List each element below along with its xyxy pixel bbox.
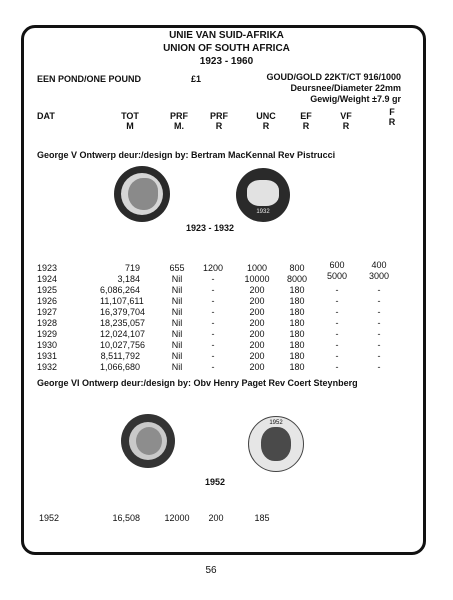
- page-number: 56: [205, 565, 217, 576]
- row-1928-vf: -: [335, 318, 339, 328]
- row-1924-ef: 8000: [286, 274, 308, 284]
- row-1952-date: 1952: [39, 513, 60, 523]
- row-1931-date: 1931: [37, 351, 58, 361]
- row-1932-vf: -: [335, 362, 339, 372]
- row-1931-ef: 180: [289, 351, 305, 361]
- row-1927-tot: 16,379,704: [100, 307, 146, 317]
- row-1928-prf-r: -: [211, 318, 215, 328]
- row-1923-prf-m: 655: [169, 263, 185, 273]
- coin-denomination: £1: [191, 74, 202, 84]
- header-line1: UNIE VAN SUID-AFRIKA: [169, 30, 284, 41]
- row-1931-prf-m: Nil: [171, 351, 183, 361]
- row-1924-f: 3000: [368, 271, 390, 281]
- row-1925-prf-m: Nil: [171, 285, 183, 295]
- row-1930-prf-m: Nil: [171, 340, 183, 350]
- row-1925-tot: 6,086,264: [100, 285, 141, 295]
- row-1928-ef: 180: [289, 318, 305, 328]
- row-1929-vf: -: [335, 329, 339, 339]
- section2-caption: 1952: [204, 477, 226, 487]
- coin-diameter: Deursnee/Diameter 22mm: [290, 83, 401, 93]
- row-1926-prf-r: -: [211, 296, 215, 306]
- row-1926-prf-m: Nil: [171, 296, 183, 306]
- row-1952-tot: 16,508: [112, 513, 140, 523]
- row-1930-prf-r: -: [211, 340, 215, 350]
- row-1929-ef: 180: [289, 329, 305, 339]
- row-1923-vf: 600: [329, 260, 345, 270]
- row-1927-prf-r: -: [211, 307, 215, 317]
- row-1931-unc: 200: [249, 351, 265, 361]
- george-vi-reverse-coin: [248, 416, 304, 472]
- header-line2: UNION OF SOUTH AFRICA: [163, 43, 290, 54]
- row-1929-prf-r: -: [211, 329, 215, 339]
- row-1930-unc: 200: [249, 340, 265, 350]
- row-1926-date: 1926: [37, 296, 58, 306]
- coin-weight: Gewig/Weight ±7.9 gr: [310, 94, 401, 104]
- col-unc: UNC R: [256, 111, 276, 131]
- row-1932-date: 1932: [37, 362, 58, 372]
- row-1952-prf-m: 12000: [164, 513, 190, 523]
- row-1925-prf-r: -: [211, 285, 215, 295]
- row-1929-prf-m: Nil: [171, 329, 183, 339]
- row-1924-unc: 10000: [244, 274, 270, 284]
- row-1929-tot: 12,024,107: [100, 329, 146, 339]
- row-1930-tot: 10,027,756: [100, 340, 146, 350]
- row-1924-date: 1924: [37, 274, 58, 284]
- row-1926-tot: 11,107,611: [100, 296, 144, 306]
- section1-title: George V Ontwerp deur:/design by: Bertram MacKennal Rev Pistrucci: [37, 150, 336, 160]
- row-1926-vf: -: [335, 296, 339, 306]
- row-1923-ef: 800: [289, 263, 305, 273]
- row-1952-prf-r: 200: [208, 513, 224, 523]
- row-1923-tot: 719: [124, 263, 140, 273]
- row-1931-prf-r: -: [211, 351, 215, 361]
- george-v-reverse-date: 1932: [256, 209, 270, 215]
- row-1929-f: -: [377, 329, 381, 339]
- row-1932-prf-r: -: [211, 362, 215, 372]
- row-1927-ef: 180: [289, 307, 305, 317]
- section1-caption: 1923 - 1932: [185, 223, 235, 233]
- row-1932-unc: 200: [249, 362, 265, 372]
- row-1926-unc: 200: [249, 296, 265, 306]
- row-1931-f: -: [377, 351, 381, 361]
- row-1929-unc: 200: [249, 329, 265, 339]
- row-1928-unc: 200: [249, 318, 265, 328]
- row-1931-vf: -: [335, 351, 339, 361]
- row-1924-tot: 3,184: [117, 274, 140, 284]
- col-prf-r: PRF R: [210, 111, 228, 131]
- row-1925-ef: 180: [289, 285, 305, 295]
- row-1927-prf-m: Nil: [171, 307, 183, 317]
- col-tot: TOT M: [121, 111, 139, 131]
- george-vi-reverse-date: 1952: [269, 420, 283, 426]
- section2-title: George VI Ontwerp deur:/design by: Obv Henry Paget Rev Coert Steynberg: [37, 378, 358, 388]
- col-f: F R: [388, 107, 396, 127]
- george-v-reverse-coin: [236, 168, 290, 222]
- george-v-obverse-coin: [114, 166, 170, 222]
- row-1930-f: -: [377, 340, 381, 350]
- col-ef: EF R: [300, 111, 312, 131]
- row-1924-prf-r: -: [211, 274, 215, 284]
- row-1932-tot: 1,066,680: [100, 362, 141, 372]
- row-1924-vf: 5000: [326, 271, 348, 281]
- row-1930-date: 1930: [37, 340, 58, 350]
- row-1928-f: -: [377, 318, 381, 328]
- coin-metal: GOUD/GOLD 22KT/CT 916/1000: [266, 72, 401, 82]
- row-1932-prf-m: Nil: [171, 362, 183, 372]
- col-prf-m: PRF M.: [170, 111, 188, 131]
- row-1923-f: 400: [371, 260, 387, 270]
- row-1929-date: 1929: [37, 329, 58, 339]
- row-1923-unc: 1000: [246, 263, 268, 273]
- row-1931-tot: 8,511,792: [100, 351, 140, 361]
- row-1928-date: 1928: [37, 318, 58, 328]
- row-1923-prf-r: 1200: [202, 263, 224, 273]
- george-vi-obverse-coin: [121, 414, 175, 468]
- row-1927-unc: 200: [249, 307, 265, 317]
- row-1930-ef: 180: [289, 340, 305, 350]
- row-1928-prf-m: Nil: [171, 318, 183, 328]
- header-years: 1923 - 1960: [199, 56, 254, 67]
- row-1930-vf: -: [335, 340, 339, 350]
- row-1926-ef: 180: [289, 296, 305, 306]
- col-dat: DAT: [37, 111, 55, 121]
- row-1927-f: -: [377, 307, 381, 317]
- row-1927-date: 1927: [37, 307, 58, 317]
- row-1927-vf: -: [335, 307, 339, 317]
- row-1928-tot: 18,235,057: [100, 318, 146, 328]
- row-1924-prf-m: Nil: [171, 274, 183, 284]
- row-1923-date: 1923: [37, 263, 58, 273]
- row-1925-unc: 200: [249, 285, 265, 295]
- row-1925-f: -: [377, 285, 381, 295]
- col-vf: VF R: [340, 111, 352, 131]
- coin-name: EEN POND/ONE POUND: [37, 74, 142, 84]
- row-1932-ef: 180: [289, 362, 305, 372]
- row-1925-vf: -: [335, 285, 339, 295]
- row-1925-date: 1925: [37, 285, 58, 295]
- row-1926-f: -: [377, 296, 381, 306]
- row-1932-f: -: [377, 362, 381, 372]
- row-1952-unc: 185: [254, 513, 270, 523]
